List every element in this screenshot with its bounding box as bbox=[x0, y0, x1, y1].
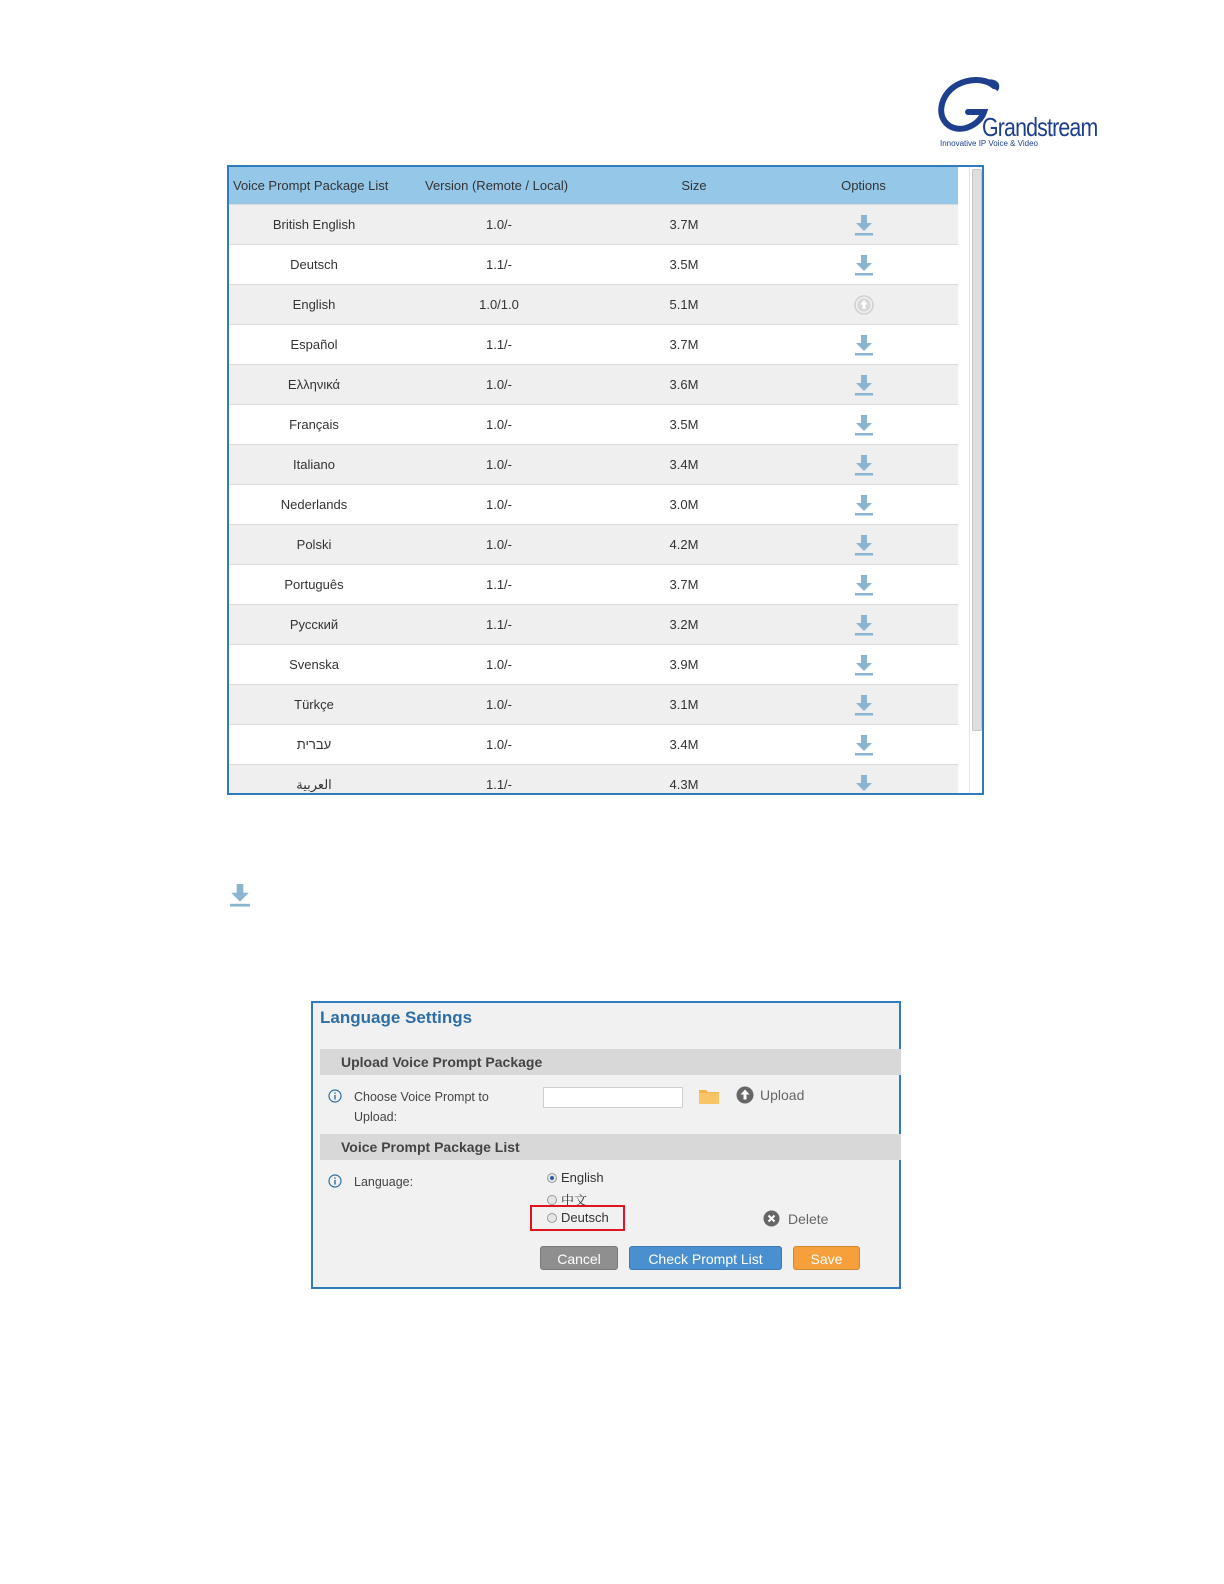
package-options bbox=[769, 734, 958, 756]
package-version: 1.1/- bbox=[485, 257, 512, 272]
download-icon[interactable] bbox=[854, 334, 874, 356]
panel-title: Language Settings bbox=[320, 1008, 473, 1027]
table-header bbox=[229, 167, 958, 204]
table-row bbox=[229, 444, 958, 484]
download-icon[interactable] bbox=[854, 654, 874, 676]
delete-label: Delete bbox=[788, 1210, 829, 1227]
package-version: 1.0/- bbox=[485, 377, 512, 392]
package-version: 1.0/- bbox=[485, 497, 512, 512]
package-name: English bbox=[292, 297, 336, 312]
header-version: Version (Remote / Local) bbox=[425, 178, 569, 193]
package-size: 3.5M bbox=[669, 257, 699, 272]
check-prompt-list-button[interactable]: Check Prompt List bbox=[629, 1246, 782, 1270]
table-row bbox=[229, 764, 958, 795]
package-name: Svenska bbox=[289, 657, 339, 672]
package-options bbox=[769, 374, 958, 396]
package-version: 1.0/- bbox=[485, 417, 512, 432]
language-radio-english[interactable] bbox=[547, 1170, 604, 1185]
package-name: Türkçe bbox=[294, 697, 334, 712]
package-version: 1.0/- bbox=[485, 657, 512, 672]
package-options bbox=[769, 334, 958, 356]
package-name: Português bbox=[284, 577, 344, 592]
download-icon[interactable] bbox=[854, 374, 874, 396]
table-row bbox=[229, 604, 958, 644]
package-version: 1.0/- bbox=[485, 217, 512, 232]
upload-section-header: Upload Voice Prompt Package bbox=[320, 1049, 901, 1075]
package-version: 1.0/- bbox=[485, 457, 512, 472]
package-name: British English bbox=[272, 217, 356, 232]
table-row bbox=[229, 324, 958, 364]
package-name: Español bbox=[290, 337, 338, 352]
download-icon[interactable] bbox=[854, 414, 874, 436]
header-name: Voice Prompt Package List bbox=[233, 178, 389, 193]
cancel-button[interactable]: Cancel bbox=[540, 1246, 618, 1270]
logo-wordmark: Grandstream bbox=[982, 112, 1098, 142]
package-options bbox=[769, 534, 958, 556]
package-options bbox=[769, 494, 958, 516]
language-label: Language: bbox=[354, 1175, 414, 1189]
table-row bbox=[229, 404, 958, 444]
download-icon bbox=[229, 882, 251, 913]
package-size: 4.2M bbox=[669, 537, 699, 552]
header-size: Size bbox=[681, 178, 707, 193]
package-options bbox=[769, 454, 958, 476]
package-options bbox=[769, 574, 958, 596]
package-size: 3.2M bbox=[669, 617, 699, 632]
package-size: 3.9M bbox=[669, 657, 699, 672]
download-icon[interactable] bbox=[854, 494, 874, 516]
package-size: 3.0M bbox=[669, 497, 699, 512]
table-row bbox=[229, 204, 958, 244]
download-icon[interactable] bbox=[854, 254, 874, 276]
package-options bbox=[769, 414, 958, 436]
package-options bbox=[769, 294, 958, 316]
package-grid bbox=[229, 167, 958, 795]
upload-icon bbox=[736, 1086, 754, 1104]
highlight-box bbox=[530, 1205, 625, 1231]
logo-tagline: Innovative IP Voice & Video bbox=[940, 139, 1038, 148]
choose-voice-prompt-label: Choose Voice Prompt to Upload: bbox=[354, 1090, 489, 1124]
package-options bbox=[769, 614, 958, 636]
package-size: 3.1M bbox=[669, 697, 699, 712]
download-icon[interactable] bbox=[854, 534, 874, 556]
package-size: 3.4M bbox=[669, 737, 699, 752]
package-version: 1.1/- bbox=[485, 777, 512, 792]
info-icon[interactable] bbox=[328, 1174, 342, 1188]
table-row bbox=[229, 644, 958, 684]
header-options: Options bbox=[841, 178, 886, 193]
package-name: Français bbox=[289, 417, 339, 432]
upload-button[interactable] bbox=[736, 1086, 804, 1104]
download-icon[interactable] bbox=[854, 214, 874, 236]
package-version: 1.0/- bbox=[485, 737, 512, 752]
table-row bbox=[229, 284, 958, 324]
package-options bbox=[769, 654, 958, 676]
download-icon[interactable] bbox=[854, 574, 874, 596]
package-options bbox=[769, 214, 958, 236]
table-row bbox=[229, 724, 958, 764]
upgrade-icon[interactable] bbox=[854, 294, 874, 316]
package-name: العربية bbox=[296, 776, 332, 792]
folder-icon[interactable] bbox=[698, 1087, 720, 1105]
table-row bbox=[229, 524, 958, 564]
language-settings-panel bbox=[311, 1001, 901, 1289]
download-icon[interactable] bbox=[854, 774, 874, 796]
package-size: 3.7M bbox=[669, 577, 699, 592]
table-row bbox=[229, 564, 958, 604]
voice-prompt-file-input[interactable] bbox=[543, 1087, 683, 1108]
package-size: 3.4M bbox=[669, 457, 699, 472]
package-version: 1.0/1.0 bbox=[479, 297, 519, 312]
delete-button[interactable] bbox=[763, 1210, 828, 1227]
table-row bbox=[229, 364, 958, 404]
package-name: Polski bbox=[296, 537, 332, 552]
package-size: 3.7M bbox=[669, 337, 699, 352]
radio-label: 中文 bbox=[561, 1193, 588, 1208]
radio-dot[interactable] bbox=[547, 1173, 557, 1183]
package-version: 1.1/- bbox=[485, 617, 512, 632]
package-size: 4.3M bbox=[669, 777, 699, 792]
radio-dot[interactable] bbox=[547, 1195, 557, 1205]
table-row bbox=[229, 684, 958, 724]
radio-label: English bbox=[561, 1170, 604, 1185]
info-icon[interactable] bbox=[328, 1089, 342, 1103]
package-size: 3.5M bbox=[669, 417, 699, 432]
save-button[interactable]: Save bbox=[793, 1246, 860, 1270]
grandstream-logo bbox=[936, 76, 1098, 152]
download-icon[interactable] bbox=[854, 614, 874, 636]
package-name: עברית bbox=[296, 737, 332, 752]
package-version: 1.0/- bbox=[485, 537, 512, 552]
package-options bbox=[769, 254, 958, 276]
delete-icon bbox=[763, 1210, 780, 1227]
download-icon[interactable] bbox=[854, 694, 874, 716]
package-name: Ελληνικά bbox=[287, 377, 341, 392]
package-size: 3.7M bbox=[669, 217, 699, 232]
table-row bbox=[229, 244, 958, 284]
radio-label: Deutsch bbox=[561, 1210, 609, 1225]
package-options bbox=[769, 694, 958, 716]
package-size: 3.6M bbox=[669, 377, 699, 392]
scrollbar-thumb[interactable] bbox=[972, 169, 982, 731]
package-name: Deutsch bbox=[290, 257, 338, 272]
list-section-header: Voice Prompt Package List bbox=[320, 1134, 901, 1160]
package-options bbox=[769, 774, 958, 796]
package-name: Nederlands bbox=[280, 497, 348, 512]
download-icon[interactable] bbox=[854, 454, 874, 476]
download-icon[interactable] bbox=[854, 734, 874, 756]
package-size: 5.1M bbox=[669, 297, 699, 312]
table-row bbox=[229, 484, 958, 524]
package-name: Italiano bbox=[293, 457, 335, 472]
package-version: 1.0/- bbox=[485, 697, 512, 712]
package-name: Pусский bbox=[289, 617, 339, 632]
package-version: 1.1/- bbox=[485, 337, 512, 352]
voice-prompt-package-table bbox=[227, 165, 984, 795]
upload-label: Upload bbox=[760, 1087, 805, 1103]
package-version: 1.1/- bbox=[485, 577, 512, 592]
